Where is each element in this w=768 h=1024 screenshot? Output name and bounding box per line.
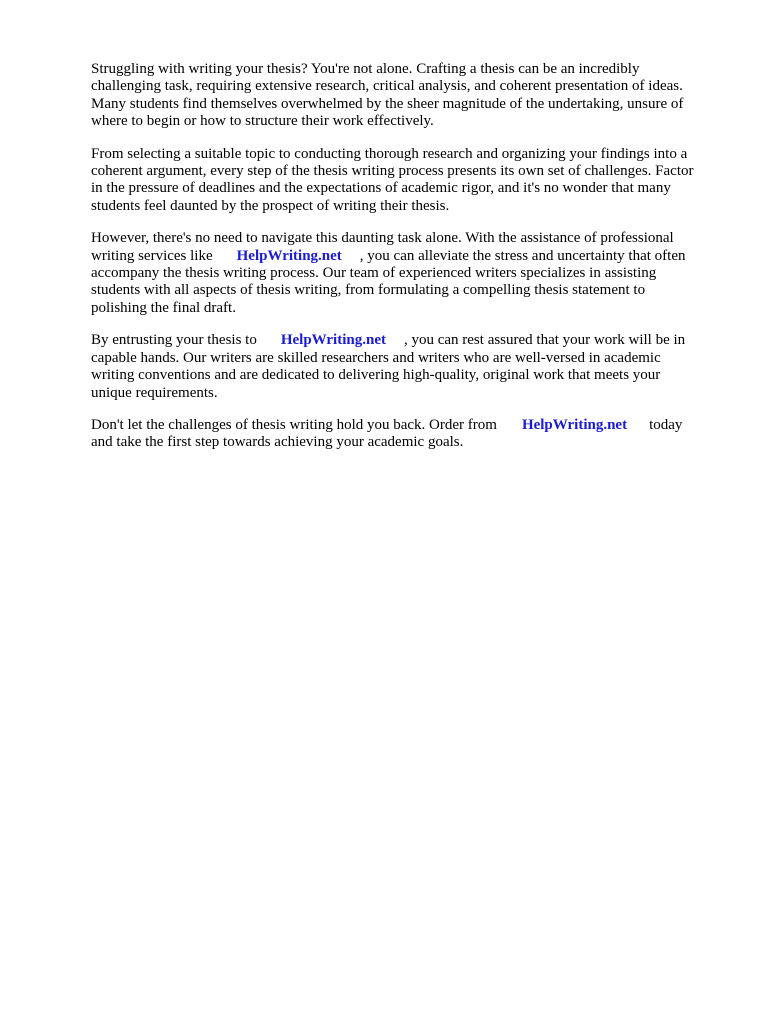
text-line: where to begin or how to structure their work effectively. (91, 113, 434, 130)
paragraph-assistance (91, 230, 721, 317)
paragraph-challenges (91, 146, 721, 216)
text-line: accompany the thesis writing process. Our team of experienced writers specializes in assisting (91, 265, 657, 282)
text-line: students with all aspects of thesis writing, from formulating a compelling thesis statement to (91, 282, 646, 299)
text-line (91, 332, 721, 349)
text-line (91, 417, 721, 434)
text-line: in the pressure of deadlines and the expectations of academic rigor, and it's no wonder that many (91, 180, 671, 197)
text-segment: Don't let the challenges of thesis writing hold you back. Order from (91, 416, 497, 433)
text-line: unique requirements. (91, 384, 218, 401)
text-line: challenging task, requiring extensive research, critical analysis, and coherent presentation of ideas. (91, 78, 683, 95)
text-segment: By entrusting your thesis to (91, 332, 257, 349)
text-segment: , you can rest assured that your work will be in (403, 332, 686, 349)
text-line: capable hands. Our writers are skilled researchers and writers who are well-versed in academic (91, 349, 661, 366)
text-line: writing conventions and are dedicated to delivering high-quality, original work that meets your (91, 367, 661, 384)
text-line: However, there's no need to navigate this daunting task alone. With the assistance of professional (91, 230, 674, 247)
text-segment: writing services like (91, 247, 213, 264)
text-line: polishing the final draft. (91, 299, 236, 316)
text-line: students feel daunted by the prospect of writing their thesis. (91, 197, 450, 214)
text-line: From selecting a suitable topic to conducting thorough research and organizing your findings into a (91, 145, 688, 162)
helpwriting-link[interactable]: HelpWriting.net (521, 416, 628, 433)
document-body (91, 61, 721, 467)
paragraph-call-to-action (91, 417, 721, 452)
text-segment: , you can alleviate the stress and uncertainty that often (359, 247, 686, 264)
text-line: coherent argument, every step of the thesis writing process presents its own set of challenges. Factor (91, 163, 694, 180)
paragraph-entrusting (91, 332, 721, 402)
helpwriting-link[interactable]: HelpWriting.net (280, 332, 386, 349)
text-line: and take the first step towards achieving your academic goals. (91, 434, 464, 451)
text-line (91, 248, 721, 265)
helpwriting-link[interactable]: HelpWriting.net (236, 247, 342, 264)
text-line: Struggling with writing your thesis? You're not alone. Crafting a thesis can be an incredibly (91, 61, 640, 77)
paragraph-intro (91, 61, 721, 131)
text-segment: today (649, 416, 683, 433)
text-line: Many students find themselves overwhelmed by the sheer magnitude of the undertaking, unsure of (91, 95, 684, 112)
